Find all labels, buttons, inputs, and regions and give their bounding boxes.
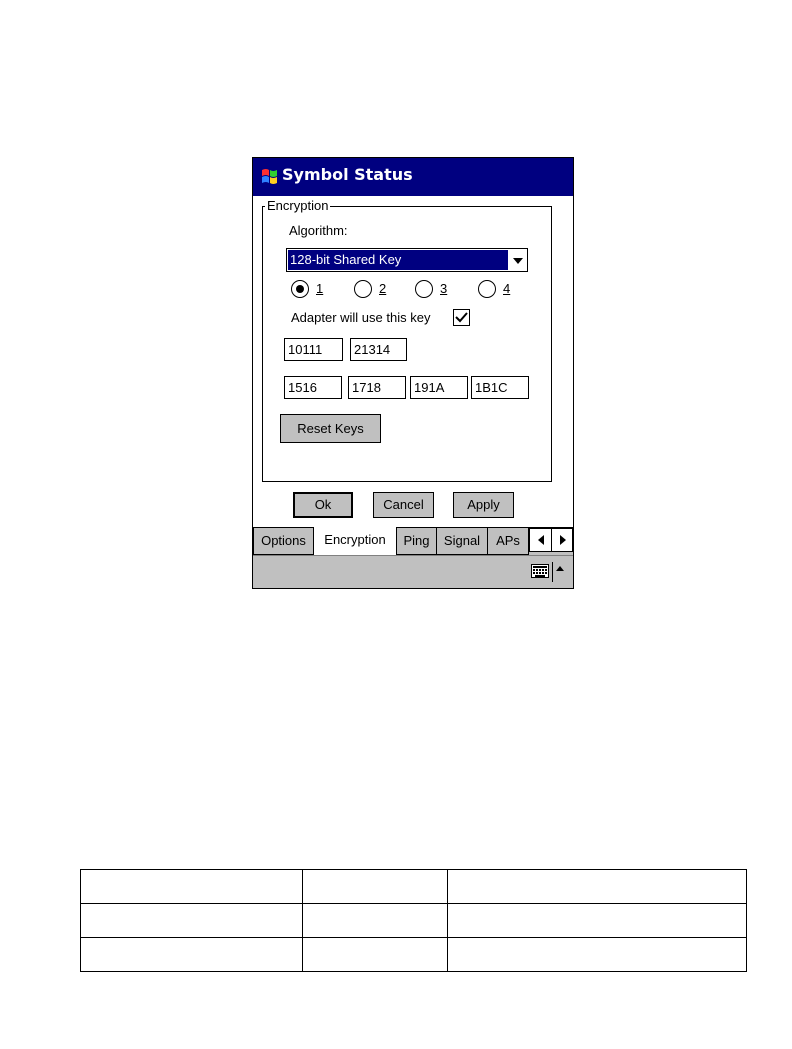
adapter-key-checkbox[interactable]	[453, 309, 470, 326]
key-field-3[interactable]: 1516	[284, 376, 342, 399]
radio-circle[interactable]	[354, 280, 372, 298]
radio-selected-dot	[296, 285, 304, 293]
arrow-separator	[551, 529, 552, 551]
algorithm-select[interactable]	[286, 248, 528, 272]
arrow-right-icon[interactable]	[560, 535, 566, 545]
tab-bar	[253, 527, 573, 555]
radio-circle[interactable]	[415, 280, 433, 298]
key-field-1[interactable]: 10111	[284, 338, 343, 361]
tab-options[interactable]: Options	[253, 527, 314, 555]
windows-flag-icon[interactable]	[258, 165, 280, 187]
key-field-5[interactable]: 191A	[410, 376, 468, 399]
key-field-4[interactable]: 1718	[348, 376, 406, 399]
table-cell	[302, 904, 448, 938]
cancel-button[interactable]: Cancel	[373, 492, 434, 518]
chevron-up-icon[interactable]	[556, 566, 564, 571]
tab-scroll-arrows	[529, 528, 573, 552]
table-cell	[81, 938, 303, 972]
keyboard-icon[interactable]	[531, 564, 549, 578]
key-radio-label-1: 1	[316, 281, 324, 296]
key-radio-label-4: 4	[503, 281, 511, 296]
arrow-left-icon[interactable]	[538, 535, 544, 545]
table-cell	[302, 938, 448, 972]
ok-button[interactable]: Ok	[293, 492, 353, 518]
encryption-group-label: Encryption	[267, 198, 329, 213]
algorithm-label: Algorithm:	[289, 223, 348, 238]
algorithm-select-value: 128-bit Shared Key	[288, 250, 508, 270]
key-field-2[interactable]: 21314	[350, 338, 407, 361]
table-cell	[448, 870, 747, 904]
table-row	[81, 904, 747, 938]
reset-keys-button[interactable]: Reset Keys	[280, 414, 381, 443]
device-screen	[252, 157, 574, 589]
radio-circle[interactable]	[478, 280, 496, 298]
table-cell	[448, 904, 747, 938]
tab-signal[interactable]: Signal	[436, 527, 488, 555]
window-title: Symbol Status	[282, 165, 413, 184]
table-cell	[448, 938, 747, 972]
document-table	[80, 869, 747, 972]
title-bar	[253, 158, 573, 196]
chevron-down-icon[interactable]	[513, 258, 523, 264]
table-cell	[81, 904, 303, 938]
key-field-6[interactable]: 1B1C	[471, 376, 529, 399]
tab-aps[interactable]: APs	[487, 527, 529, 555]
key-radio-label-2: 2	[379, 281, 387, 296]
tab-encryption[interactable]: Encryption	[313, 527, 397, 556]
table-cell	[81, 870, 303, 904]
table-cell	[302, 870, 448, 904]
tab-ping[interactable]: Ping	[396, 527, 437, 555]
apply-button[interactable]: Apply	[453, 492, 514, 518]
key-radio-label-3: 3	[440, 281, 448, 296]
table-row	[81, 870, 747, 904]
adapter-key-label: Adapter will use this key	[291, 310, 431, 325]
checkmark-icon	[454, 310, 469, 325]
table-row	[81, 938, 747, 972]
menu-bar	[253, 555, 573, 588]
sip-separator	[552, 562, 553, 582]
radio-circle[interactable]	[291, 280, 309, 298]
